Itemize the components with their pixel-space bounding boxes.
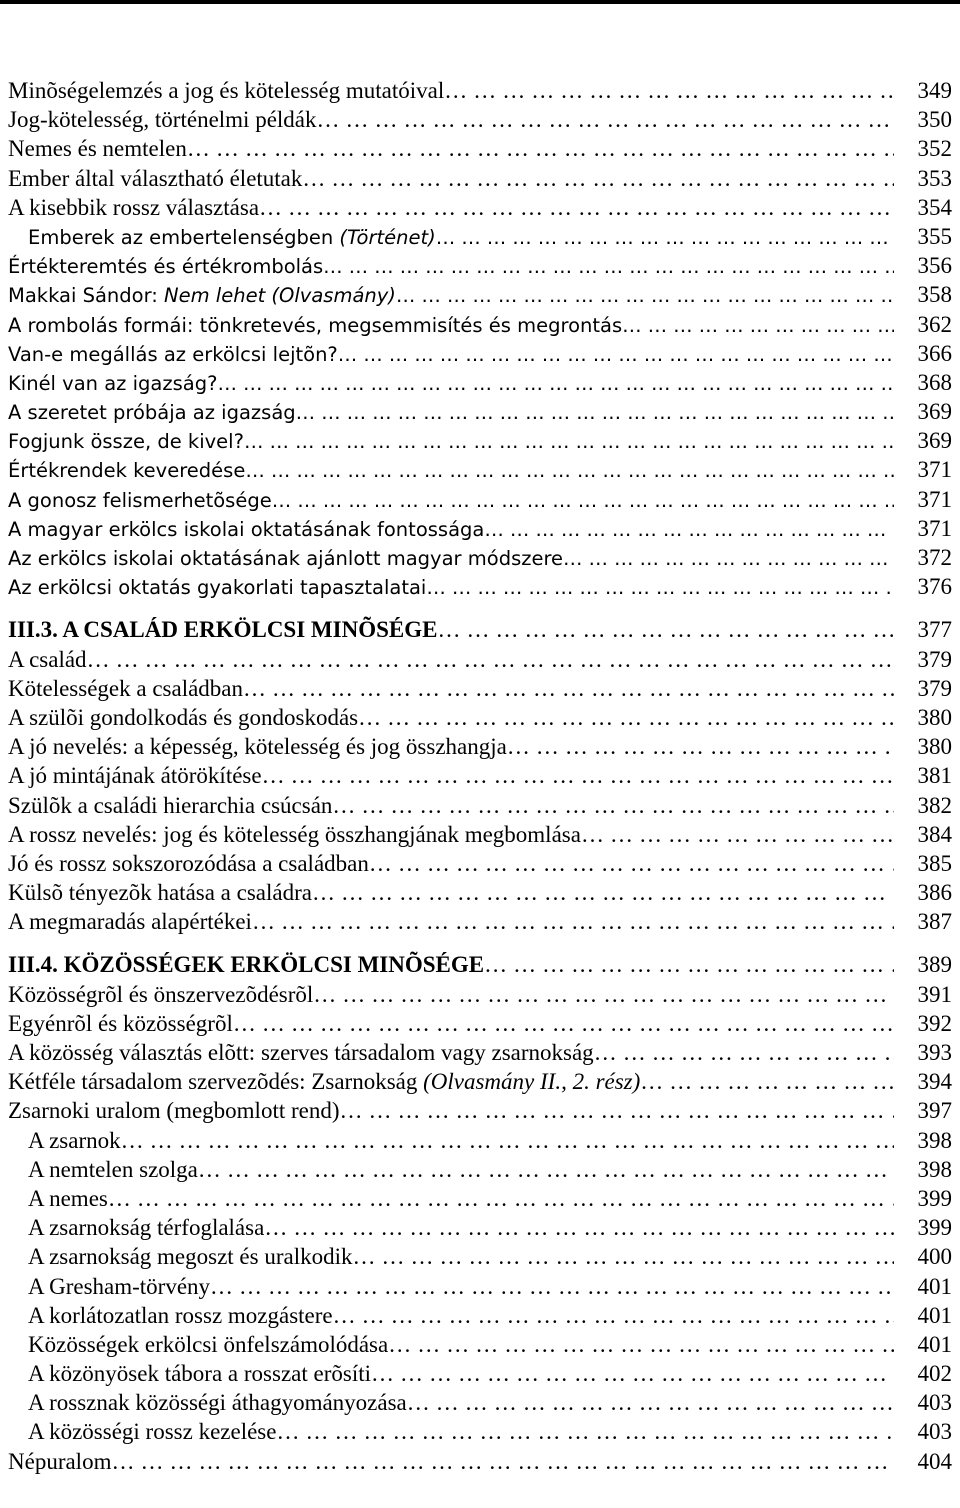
dot-leader: [484, 950, 894, 979]
toc-entry: [8, 1009, 952, 1038]
dot-leader: [210, 1272, 894, 1301]
toc-entry-title: A magyar erkölcs iskolai oktatásának fontossága: [8, 517, 485, 541]
toc-entry-title: Jó és rossz sokszorozódása a családban: [8, 850, 369, 876]
toc-entry-page: 353: [917, 165, 952, 191]
toc-entry: [8, 761, 952, 790]
toc-entry: [8, 572, 952, 601]
toc-entry-page: 380: [917, 734, 952, 760]
dot-leader: [217, 369, 894, 398]
dot-leader: [243, 674, 894, 703]
toc-entry-page: 350: [917, 107, 952, 133]
toc-entry-title: A nemtelen szolga: [28, 1156, 198, 1182]
toc-entry-title: Az erkölcs iskolai oktatásának ajánlott magyar módszere: [8, 547, 564, 570]
toc-entry-title: A jó nevelés: a képesség, kötelesség és jog összhangja: [8, 734, 507, 760]
toc-entry-title: A jó mintájának átörökítése: [8, 763, 262, 789]
toc-entry-title: Közösségrõl és önszervezõdésrõl: [8, 981, 314, 1007]
dot-leader: [312, 878, 894, 907]
toc-entry-page: 401: [917, 1302, 952, 1328]
dot-leader: [396, 281, 894, 310]
dot-leader: [187, 134, 894, 163]
toc-entry-page: 385: [917, 850, 952, 876]
toc-entry: [8, 105, 952, 134]
toc-entry-title-text: Emberek az embertelenségben: [28, 225, 340, 249]
toc-entry-page: 401: [917, 1273, 952, 1299]
dot-leader: [388, 1330, 894, 1359]
dot-leader: [340, 1096, 894, 1125]
dot-leader: [437, 615, 894, 644]
dot-leader: [252, 907, 894, 936]
toc-entry-page: 391: [917, 981, 952, 1007]
dot-leader: [333, 1301, 894, 1330]
toc-entry-title: [8, 223, 436, 252]
toc-entry-page: 379: [917, 675, 952, 701]
toc-entry-title: A kisebbik rossz választása: [8, 194, 260, 220]
toc-entry-title: Szülõk a családi hierarchia csúcsán: [8, 792, 333, 818]
toc-entry: [8, 280, 952, 309]
dot-leader: [262, 761, 894, 790]
toc-entry-page: 389: [917, 952, 952, 978]
toc-entry-page: 404: [917, 1448, 952, 1474]
dot-leader: [121, 1126, 894, 1155]
top-border-rule: [0, 0, 960, 4]
toc-entry-page: 376: [917, 574, 952, 600]
toc-section-heading: [8, 615, 952, 644]
toc-entry-page: 371: [917, 515, 952, 541]
toc-entry-page: 382: [917, 792, 952, 818]
dot-leader: [640, 1067, 894, 1096]
toc-entry: [8, 878, 952, 907]
toc-entry-page: 387: [917, 909, 952, 935]
dot-leader: [296, 398, 894, 427]
toc-entry-page: 392: [917, 1010, 952, 1036]
toc-entry-page: 371: [917, 486, 952, 512]
dot-leader: [245, 456, 894, 485]
toc-entry-title: A család: [8, 646, 87, 672]
toc-entry: [8, 732, 952, 761]
toc-entry-title: A zsarnokság térfoglalása: [28, 1215, 265, 1241]
toc-entry: [8, 339, 952, 368]
toc-entry: [8, 980, 952, 1009]
toc-entry: [8, 1155, 952, 1184]
toc-entry-page: 401: [917, 1331, 952, 1357]
toc-entry-title: A rossznak közösségi áthagyományozása: [28, 1390, 407, 1416]
toc-entry-page: 368: [917, 369, 952, 395]
toc-entry: [8, 222, 952, 251]
dot-leader: [371, 1359, 894, 1388]
dot-leader: [198, 1155, 894, 1184]
toc-entry: [8, 1330, 952, 1359]
toc-entry: [8, 76, 952, 105]
toc-entry: [8, 791, 952, 820]
toc-entry: [8, 820, 952, 849]
toc-entry-page: 377: [917, 617, 952, 643]
toc-entry-page: 381: [917, 763, 952, 789]
dot-leader: [332, 791, 894, 820]
toc-entry: [8, 1272, 952, 1301]
toc-entry: [8, 1417, 952, 1446]
dot-leader: [313, 980, 894, 1009]
dot-leader: [302, 164, 894, 193]
toc-entry: [8, 368, 952, 397]
toc-entry-page: 394: [917, 1069, 952, 1095]
toc-entry-title: Értékrendek keveredése: [8, 459, 246, 483]
dot-leader: [264, 1213, 894, 1242]
toc-entry-title: A szülõi gondolkodás és gondoskodás: [8, 704, 359, 730]
toc-entry-page: 393: [917, 1040, 952, 1065]
dot-leader: [484, 515, 894, 544]
toc-entry: [8, 1096, 952, 1125]
toc-entry: [8, 455, 952, 484]
toc-entry-title: Minõségelemzés a jog és kötelesség mutatóival: [8, 78, 445, 103]
toc-entry-title: Népuralom: [8, 1448, 112, 1474]
dot-leader: [108, 1184, 894, 1213]
toc-entry: [8, 134, 952, 163]
toc-entry-page: 398: [917, 1127, 952, 1153]
toc-entry: [8, 485, 952, 514]
toc-entry: [8, 164, 952, 193]
toc-entry-title: A Gresham-törvény: [28, 1273, 211, 1299]
dot-leader: [244, 427, 894, 456]
dot-leader: [444, 76, 894, 105]
toc-entry: [8, 1213, 952, 1242]
toc-entry-title: Egyénrõl és közösségrõl: [8, 1010, 233, 1036]
dot-leader: [338, 340, 894, 369]
toc-section-heading: [8, 950, 952, 979]
toc-entry-title: A zsarnok: [28, 1127, 121, 1153]
dot-leader: [352, 1242, 894, 1271]
toc-entry: [8, 674, 952, 703]
dot-leader: [369, 849, 894, 878]
toc-entry-title: A gonosz felismerhetõsége: [8, 488, 272, 512]
toc-entry-title: A közönyösek tábora a rosszat erõsíti: [28, 1361, 371, 1387]
toc-entry: [8, 514, 952, 543]
toc-entry: [8, 251, 952, 280]
toc-entry-page: 369: [917, 428, 952, 454]
dot-leader: [622, 311, 894, 340]
toc-entry: [8, 1242, 952, 1271]
dot-leader: [594, 1038, 894, 1067]
dot-leader: [317, 105, 894, 134]
toc-entry-title-italic: (Történet): [339, 225, 436, 249]
toc-entry: [8, 193, 952, 222]
dot-leader: [233, 1009, 894, 1038]
toc-entry: [8, 310, 952, 339]
toc-entry-page: 362: [917, 311, 952, 337]
toc-entry-title: A korlátozatlan rossz mozgástere: [28, 1302, 333, 1328]
dot-leader: [581, 820, 894, 849]
toc-entry-page: 349: [917, 78, 952, 103]
toc-entry-page: 384: [917, 821, 952, 847]
toc-entry: [8, 1359, 952, 1388]
toc-entry-title: Fogjunk össze, de kivel?: [8, 430, 244, 454]
toc-entry: [8, 1126, 952, 1155]
toc-entry-page: 356: [917, 253, 952, 279]
toc-entry-page: 371: [917, 457, 952, 483]
toc-entry-page: 380: [917, 704, 952, 730]
toc-section-title: III.4. KÖZÖSSÉGEK ERKÖLCSI MINÕSÉGE: [8, 952, 485, 978]
dot-leader: [272, 486, 894, 515]
toc-entry-title: Zsarnoki uralom (megbomlott rend): [8, 1098, 340, 1124]
toc-entry: [8, 543, 952, 572]
toc-entry-page: 372: [917, 545, 952, 570]
toc-entry-title-italic: (Olvasmány II., 2. rész): [423, 1069, 641, 1095]
toc-entry-title: Kinél van az igazság?: [8, 371, 218, 395]
dot-leader: [407, 1388, 894, 1417]
toc-entry-title: A közösségi rossz kezelése: [28, 1419, 277, 1445]
dot-leader: [276, 1417, 894, 1446]
toc-entry: [8, 849, 952, 878]
toc-entry-title: Ember által választható életutak: [8, 165, 303, 191]
dot-leader: [358, 703, 894, 732]
toc-entry: [8, 1184, 952, 1213]
toc-entry-page: 379: [917, 646, 952, 672]
toc-entry: [8, 1038, 952, 1067]
dot-leader: [563, 544, 894, 573]
toc-entry-page: 399: [917, 1185, 952, 1211]
toc-entry: [8, 1447, 952, 1476]
dot-leader: [87, 645, 894, 674]
toc-entry-title-text: Kétféle társadalom szervezõdés: Zsarnokság: [8, 1069, 424, 1095]
toc-entry-title: Külsõ tényezõk hatása a családra: [8, 880, 312, 906]
toc-entry-page: 352: [917, 136, 952, 162]
table-of-contents: [8, 76, 952, 1476]
toc-entry-page: 354: [917, 194, 952, 220]
toc-entry-title: Értékteremtés és értékrombolás: [8, 255, 324, 279]
toc-entry-title: A rombolás formái: tönkretevés, megsemmisítés és megrontás: [8, 313, 623, 337]
toc-entry-page: 402: [917, 1361, 952, 1387]
toc-entry-title: A közösség választás elõtt: szerves társadalom vagy zsarnokság: [8, 1040, 594, 1065]
toc-entry: [8, 1388, 952, 1417]
toc-entry-title: A megmaradás alapértékei: [8, 909, 252, 935]
toc-entry-title: Jog-kötelesség, történelmi példák: [8, 107, 317, 133]
toc-entry-title: Kötelességek a családban: [8, 675, 244, 701]
toc-entry: [8, 397, 952, 426]
toc-entry-page: 355: [917, 223, 952, 249]
dot-leader: [426, 573, 894, 602]
toc-entry-title: Van-e megállás az erkölcsi lejtõn?: [8, 342, 338, 366]
toc-entry-title-italic: Nem lehet (Olvasmány): [164, 284, 396, 308]
toc-entry-title: A zsarnokság megoszt és uralkodik: [28, 1244, 353, 1270]
dot-leader: [436, 223, 894, 252]
toc-entry: [8, 426, 952, 455]
toc-entry: [8, 1067, 952, 1096]
toc-entry-title: Nemes és nemtelen: [8, 136, 187, 162]
toc-entry-title: [8, 281, 396, 310]
dot-leader: [111, 1447, 894, 1476]
toc-section-title: III.3. A CSALÁD ERKÖLCSI MINÕSÉGE: [8, 617, 438, 643]
toc-entry-title: Közösségek erkölcsi önfelszámolódása: [28, 1331, 389, 1357]
toc-entry-title-text: Makkai Sándor:: [8, 284, 165, 308]
toc-entry-title: Az erkölcsi oktatás gyakorlati tapasztalatai: [8, 576, 427, 600]
toc-entry: [8, 1301, 952, 1330]
toc-entry-page: 398: [917, 1156, 952, 1182]
toc-entry-title: [8, 1067, 640, 1096]
toc-entry: [8, 703, 952, 732]
toc-entry-title: A nemes: [28, 1185, 108, 1211]
toc-entry-page: 366: [917, 340, 952, 366]
toc-entry-page: 400: [917, 1244, 952, 1270]
toc-entry-page: 399: [917, 1215, 952, 1241]
dot-leader: [323, 252, 894, 281]
toc-entry-title: A rossz nevelés: jog és kötelesség összhangjának megbomlása: [8, 821, 581, 847]
toc-entry-page: 397: [917, 1098, 952, 1124]
dot-leader: [259, 193, 894, 222]
toc-entry-title: A szeretet próbája az igazság: [8, 401, 296, 425]
toc-entry: [8, 907, 952, 936]
dot-leader: [507, 732, 894, 761]
toc-entry: [8, 645, 952, 674]
toc-entry-page: 403: [917, 1390, 952, 1416]
toc-entry-page: 369: [917, 399, 952, 425]
toc-entry-page: 386: [917, 880, 952, 906]
toc-entry-page: 403: [917, 1419, 952, 1445]
toc-entry-page: 358: [917, 282, 952, 308]
